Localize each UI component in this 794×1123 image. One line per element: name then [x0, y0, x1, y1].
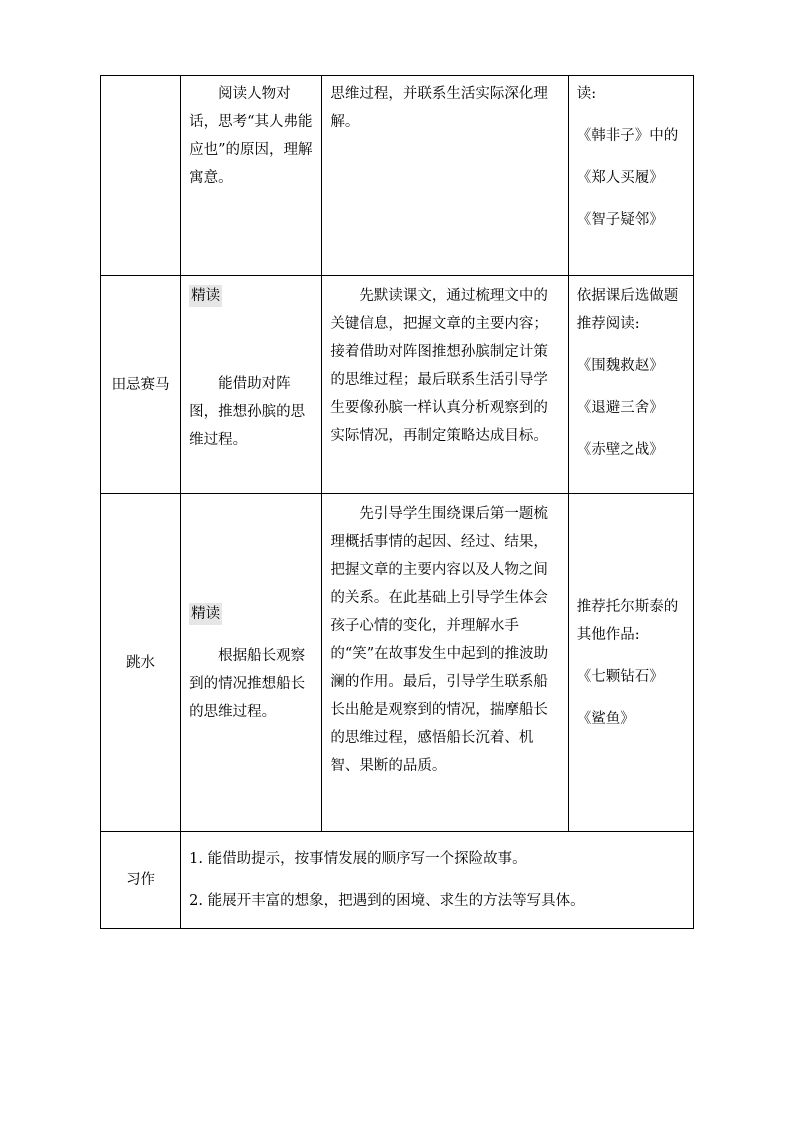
strategy-cell [322, 494, 568, 832]
reading-line: 依据课后选做题推荐阅读: [576, 288, 679, 332]
reading-line: 《韩非子》中的 [576, 128, 679, 144]
strategy-text: 先默读课文，通过梳理文中的关键信息，把握文章的主要内容；接着借助对阵图推想孙膑制定计策的思维过程；最后联系生活引导学生要像孙膑一样认真分析观察到的实际情况，再制定策略达成目标。 [330, 288, 548, 444]
goal-text: 阅读人物对话，思考“其人弗能应也”的原因，理解寓意。 [189, 86, 313, 186]
writing-title: 习作 [126, 872, 156, 888]
reading-line: 《鲨鱼》 [576, 710, 635, 727]
reading-type-badge: 精读 [189, 603, 222, 625]
goal-text: 根据船长观察到的情况推想船长的思维过程。 [189, 647, 306, 720]
table-row [101, 832, 694, 929]
reading-cell [568, 76, 693, 276]
strategy-cell [322, 76, 568, 276]
reading-cell [568, 494, 693, 832]
table-row [101, 76, 694, 276]
lesson-title: 跳水 [126, 654, 156, 671]
reading-line: 《赤壁之战》 [576, 442, 664, 458]
lesson-plan-table [100, 75, 694, 929]
lesson-title-cell [101, 76, 181, 276]
lesson-title: 田忌赛马 [111, 376, 170, 393]
goal-text: 能借助对阵图，推想孙膑的思维过程。 [189, 376, 306, 448]
writing-goal-item: 2. 能展开丰富的想象，把遇到的困境、求生的方法等写具体。 [189, 893, 585, 909]
table-row [101, 276, 694, 494]
table-row [101, 494, 694, 832]
goal-cell [181, 76, 322, 276]
reading-line: 读: [576, 86, 597, 102]
lesson-title-cell [101, 276, 181, 494]
writing-title-cell [101, 832, 181, 929]
reading-line: 《郑人买履》 [576, 170, 664, 186]
reading-type-badge: 精读 [189, 285, 222, 307]
reading-line: 《退避三舍》 [576, 400, 664, 416]
goal-cell [181, 276, 322, 494]
strategy-cell [322, 276, 568, 494]
reading-line: 《围魏救赵》 [576, 358, 664, 374]
strategy-text: 先引导学生围绕课后第一题梳理概括事情的起因、经过、结果，把握文章的主要内容以及人物之间的关系。在此基础上引导学生体会孩子心情的变化，并理解水手的“笑”在故事发生中起到的推波助澜的作用。最后，引导学生联系船长出舱是观察到的情况，揣摩船长的思维过程，感悟船长沉着、机智、果断的品质。 [330, 506, 549, 774]
goal-cell [181, 494, 322, 832]
strategy-text: 思维过程，并联系生活实际深化理解。 [330, 86, 548, 130]
writing-goal-item: 1. 能借助提示，按事情发展的顺序写一个探险故事。 [189, 851, 527, 867]
reading-cell [568, 276, 693, 494]
writing-goals-cell [181, 832, 694, 929]
reading-line: 《七颗钻石》 [576, 668, 664, 685]
reading-line: 《智子疑邻》 [576, 212, 664, 228]
lesson-title-cell [101, 494, 181, 832]
reading-line: 推荐托尔斯泰的其他作品: [576, 598, 679, 643]
